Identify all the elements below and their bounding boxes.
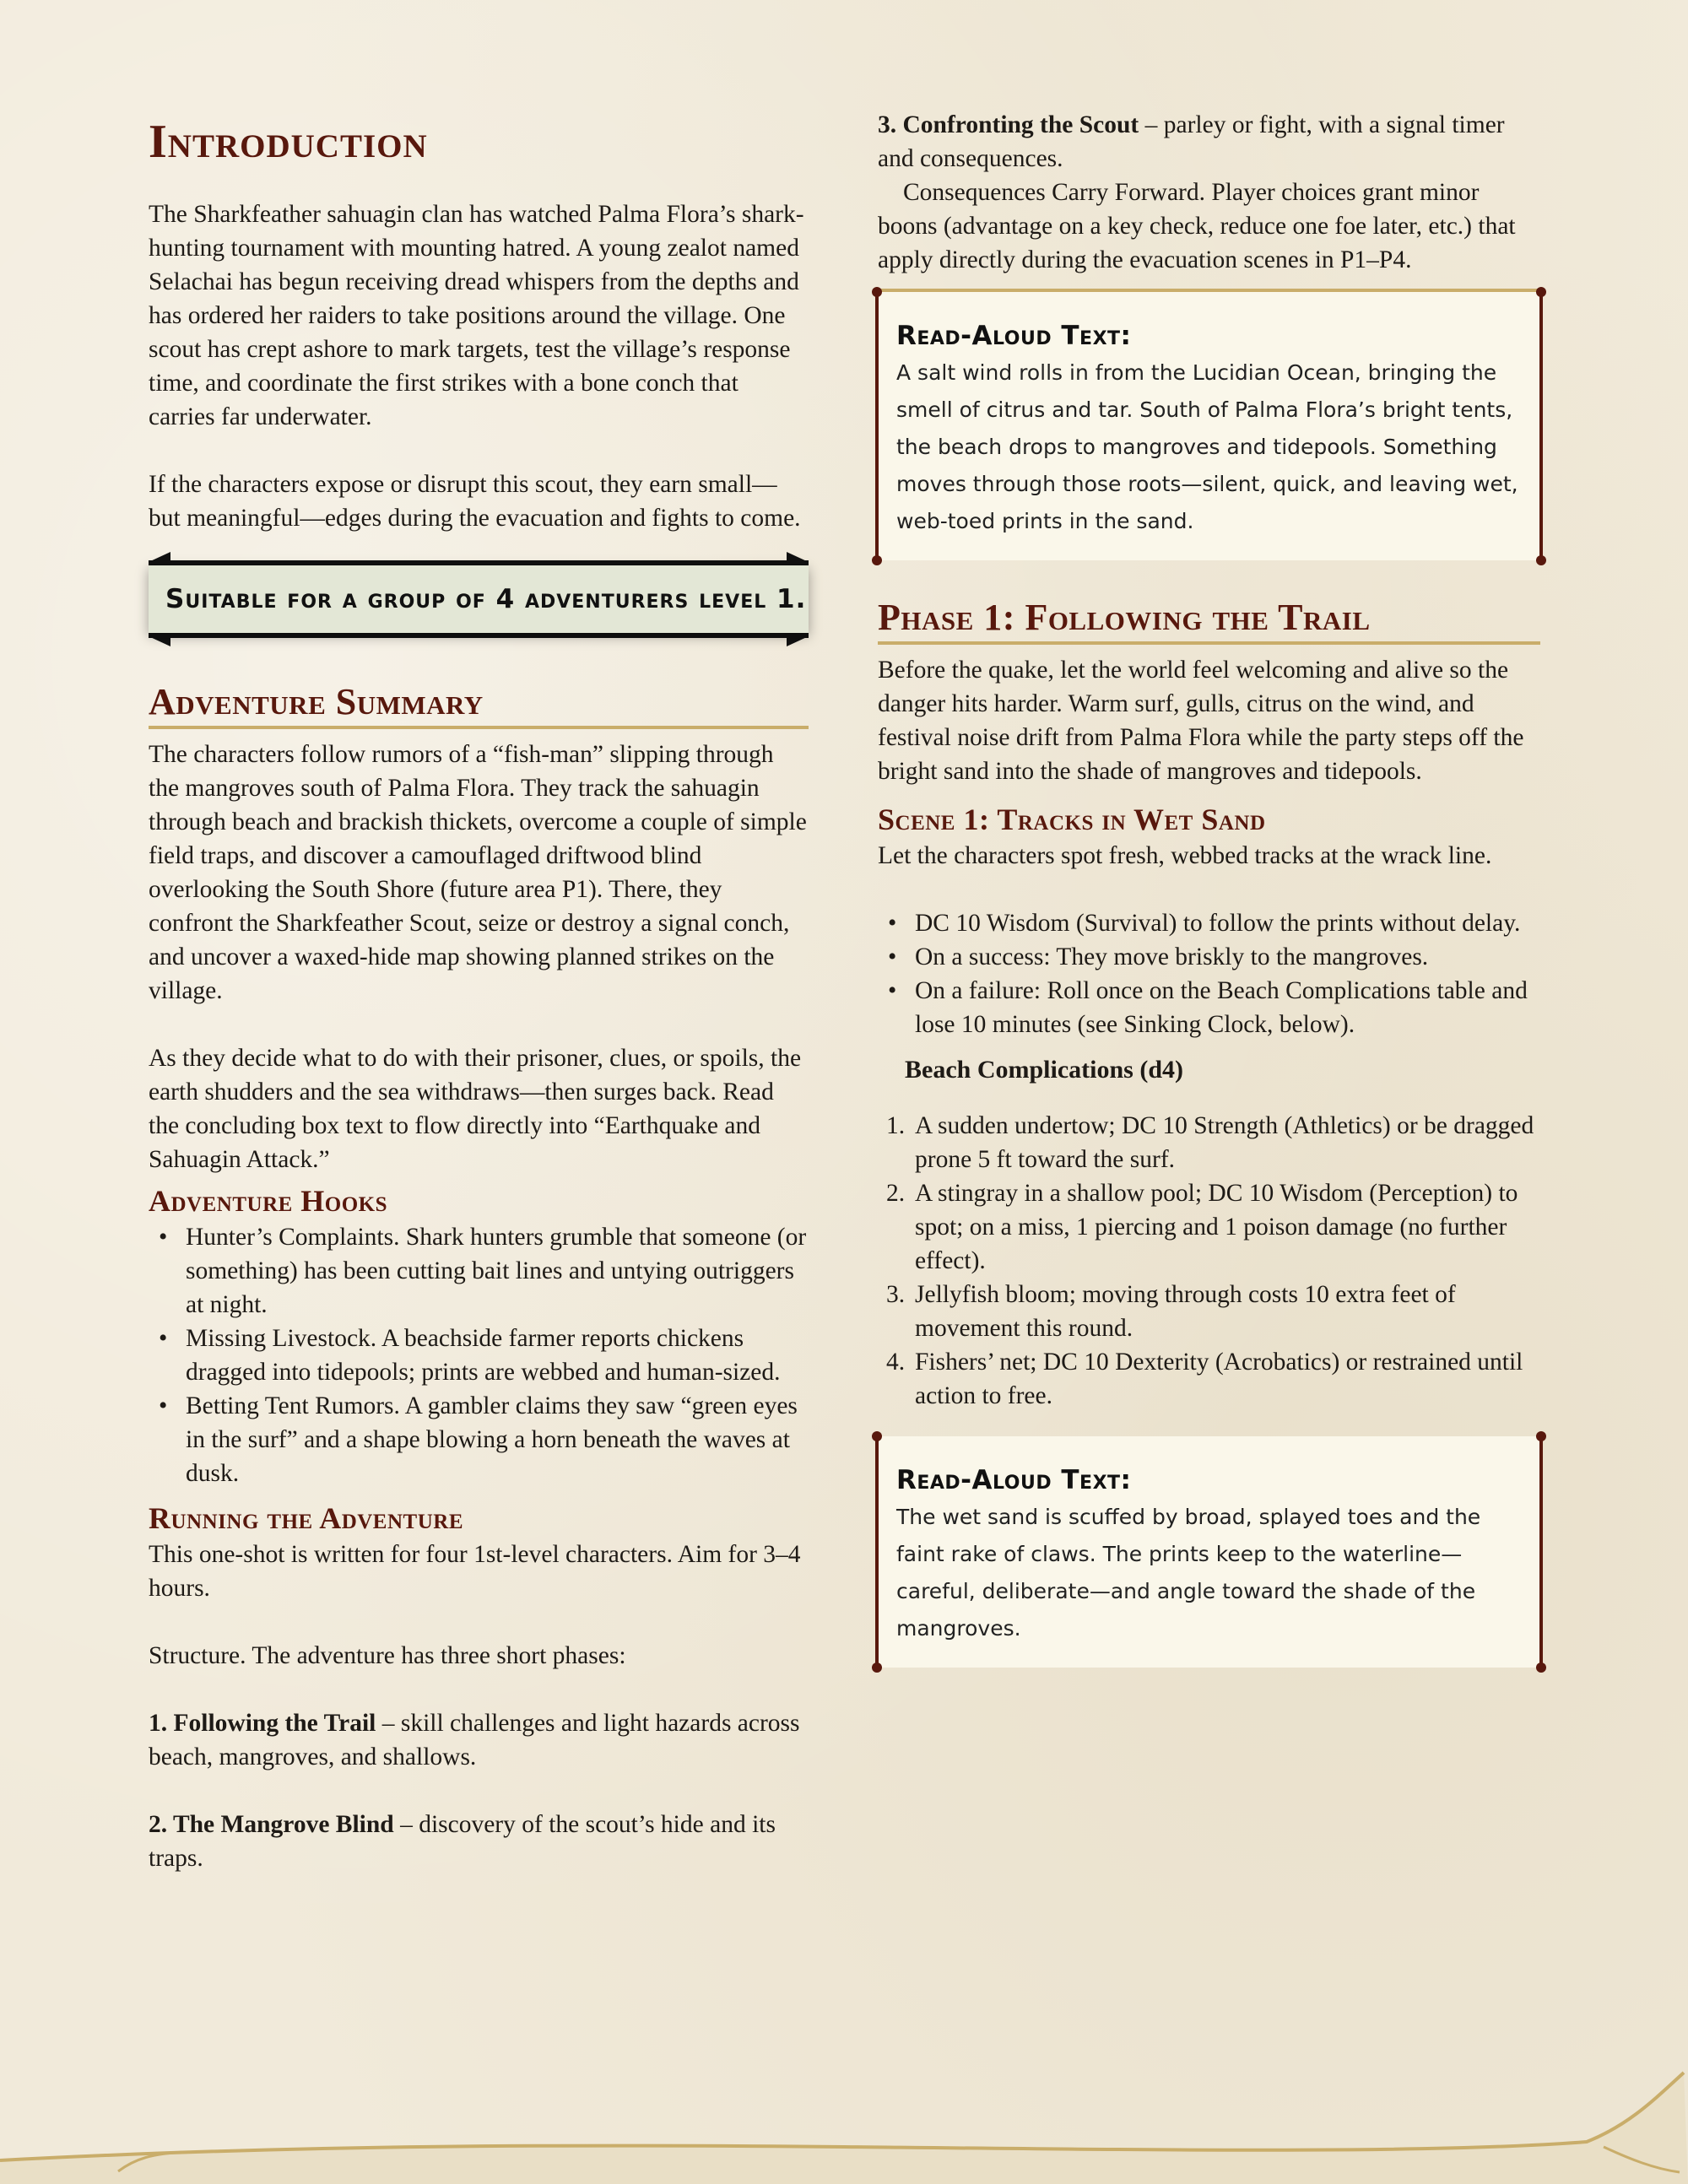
phase-2-label: 2. The Mangrove Blind: [149, 1811, 394, 1838]
complications-list: [878, 1109, 1540, 1413]
read-aloud-box-1: [878, 289, 1540, 560]
intro-paragraph-1: The Sharkfeather sahuagin clan has watched Palma Flora’s shark-hunting tournament with mounting hatred. A young zealot named Selachai has begun receiving dread whispers from the depths and has ordered her raiders to take positions around the village. One scout has crept ashore to mark targets, test the village’s response time, and coordinate the first strikes with a bone conch that carries far underwater.: [149, 201, 804, 430]
list-item: • On a success: They move briskly to the mangroves.: [878, 940, 1540, 974]
read-aloud-title-1: Read-Aloud Text:: [896, 321, 1132, 351]
read-aloud-text-2: The wet sand is scuffed by broad, splayed toes and the faint rake of claws. The prints keep to the waterline—careful, deliberate—and angle toward the shade of the mangroves.: [896, 1505, 1481, 1641]
scene-1-list: [878, 906, 1540, 1041]
running-paragraph-2: Structure. The adventure has three short phases:: [149, 1642, 626, 1669]
list-item: • DC 10 Wisdom (Survival) to follow the prints without delay.: [878, 906, 1540, 940]
phase-1-label: 1. Following the Trail: [149, 1710, 376, 1737]
summary-paragraph-2: As they decide what to do with their prisoner, clues, or spoils, the earth shudders and the sea withdraws—then surges back. Read the concluding box text to flow directly into “Earthquake and Sahuagin Attack.”: [149, 1045, 802, 1173]
phase-1-summary: 1. Following the Trail – skill challenges and light hazards across beach, mangroves, and shallows.: [149, 1710, 800, 1770]
list-item: A sudden undertow; DC 10 Strength (Athletics) or be dragged prone 5 ft toward the surf.: [915, 1112, 1534, 1173]
hooks-list: [149, 1220, 809, 1490]
introduction-heading: Introduction: [149, 116, 428, 168]
summary-paragraph-1: The characters follow rumors of a “fish-man” slipping through the mangroves south of Palma Flora. They track the sahuagin through beach and brackish thickets, overcome a couple of simple field traps, and discover a camouflaged driftwood blind overlooking the South Shore (future area P1). There, they confront the Sharkfeather Scout, seize or destroy a signal conch, and uncover a waxed-hide map showing planned strikes on the village.: [149, 741, 807, 1004]
complications-table-title: Beach Complications (d4): [905, 1056, 1183, 1084]
read-aloud-box-2: [878, 1436, 1540, 1668]
consequences-paragraph: Consequences Carry Forward. Player choices grant minor boons (advantage on a key check, reduce one foe later, etc.) that apply directly during the evacuation scenes in P1–P4.: [878, 179, 1516, 273]
read-aloud-title-2: Read-Aloud Text:: [896, 1465, 1132, 1495]
list-item: Fishers’ net; DC 10 Dexterity (Acrobatics) or restrained until action to free.: [915, 1349, 1523, 1409]
adventure-summary-heading: Adventure Summary: [149, 680, 809, 729]
list-item: • Hunter’s Complaints. Shark hunters grumble that someone (or something) has been cutting bait lines and untying outriggers at night.: [149, 1220, 809, 1322]
phase-3-summary: 3. Confronting the Scout – parley or fight, with a signal timer and consequences.: [878, 111, 1505, 172]
list-item: • Missing Livestock. A beachside farmer reports chickens dragged into tidepools; prints are webbed and human-sized.: [149, 1322, 809, 1389]
adventure-hooks-heading: Adventure Hooks: [149, 1184, 388, 1218]
list-item: A stingray in a shallow pool; DC 10 Wisdom (Perception) to spot; on a miss, 1 piercing and 1 poison damage (no further effect).: [915, 1180, 1518, 1274]
phase-1-heading: Phase 1: Following the Trail: [878, 596, 1540, 645]
intro-paragraph-2: If the characters expose or disrupt this scout, they earn small—but meaningful—edges during the evacuation and fights to come.: [149, 471, 801, 532]
read-aloud-text-1: A salt wind rolls in from the Lucidian Ocean, bringing the smell of citrus and tar. South of Palma Flora’s bright tents, the beach drops to mangroves and tidepools. Something moves through those roots—silent, quick, and leaving wet, web-toed prints in the sand.: [896, 360, 1518, 533]
phase-3-label: 3. Confronting the Scout: [878, 111, 1139, 138]
list-item: Jellyfish bloom; moving through costs 10 extra feet of movement this round.: [915, 1281, 1456, 1342]
left-column: [149, 108, 809, 1875]
banner-text: Suitable for a group of 4 adventurers level 1.: [165, 584, 807, 614]
running-paragraph-1: This one-shot is written for four 1st-level characters. Aim for 3–4 hours.: [149, 1541, 801, 1602]
right-column: [878, 108, 1540, 1668]
list-item: • On a failure: Roll once on the Beach Complications table and lose 10 minutes (see Sinking Clock, below).: [878, 974, 1540, 1041]
running-adventure-heading: Running the Adventure: [149, 1501, 463, 1535]
list-item: • Betting Tent Rumors. A gambler claims they saw “green eyes in the surf” and a shape blowing a horn beneath the waves at dusk.: [149, 1389, 809, 1490]
phase-1-paragraph: Before the quake, let the world feel welcoming and alive so the danger hits harder. Warm surf, gulls, citrus on the wind, and festival noise drift from Palma Flora while the party steps off the bright sand into the shade of mangroves and tidepools.: [878, 657, 1524, 785]
phase-2-summary: 2. The Mangrove Blind – discovery of the scout’s hide and its traps.: [149, 1811, 776, 1872]
suitability-banner: [149, 557, 809, 641]
footer-ornament: [0, 2066, 1688, 2184]
scene-1-paragraph: Let the characters spot fresh, webbed tracks at the wrack line.: [878, 842, 1492, 869]
scene-1-heading: Scene 1: Tracks in Wet Sand: [878, 803, 1266, 836]
